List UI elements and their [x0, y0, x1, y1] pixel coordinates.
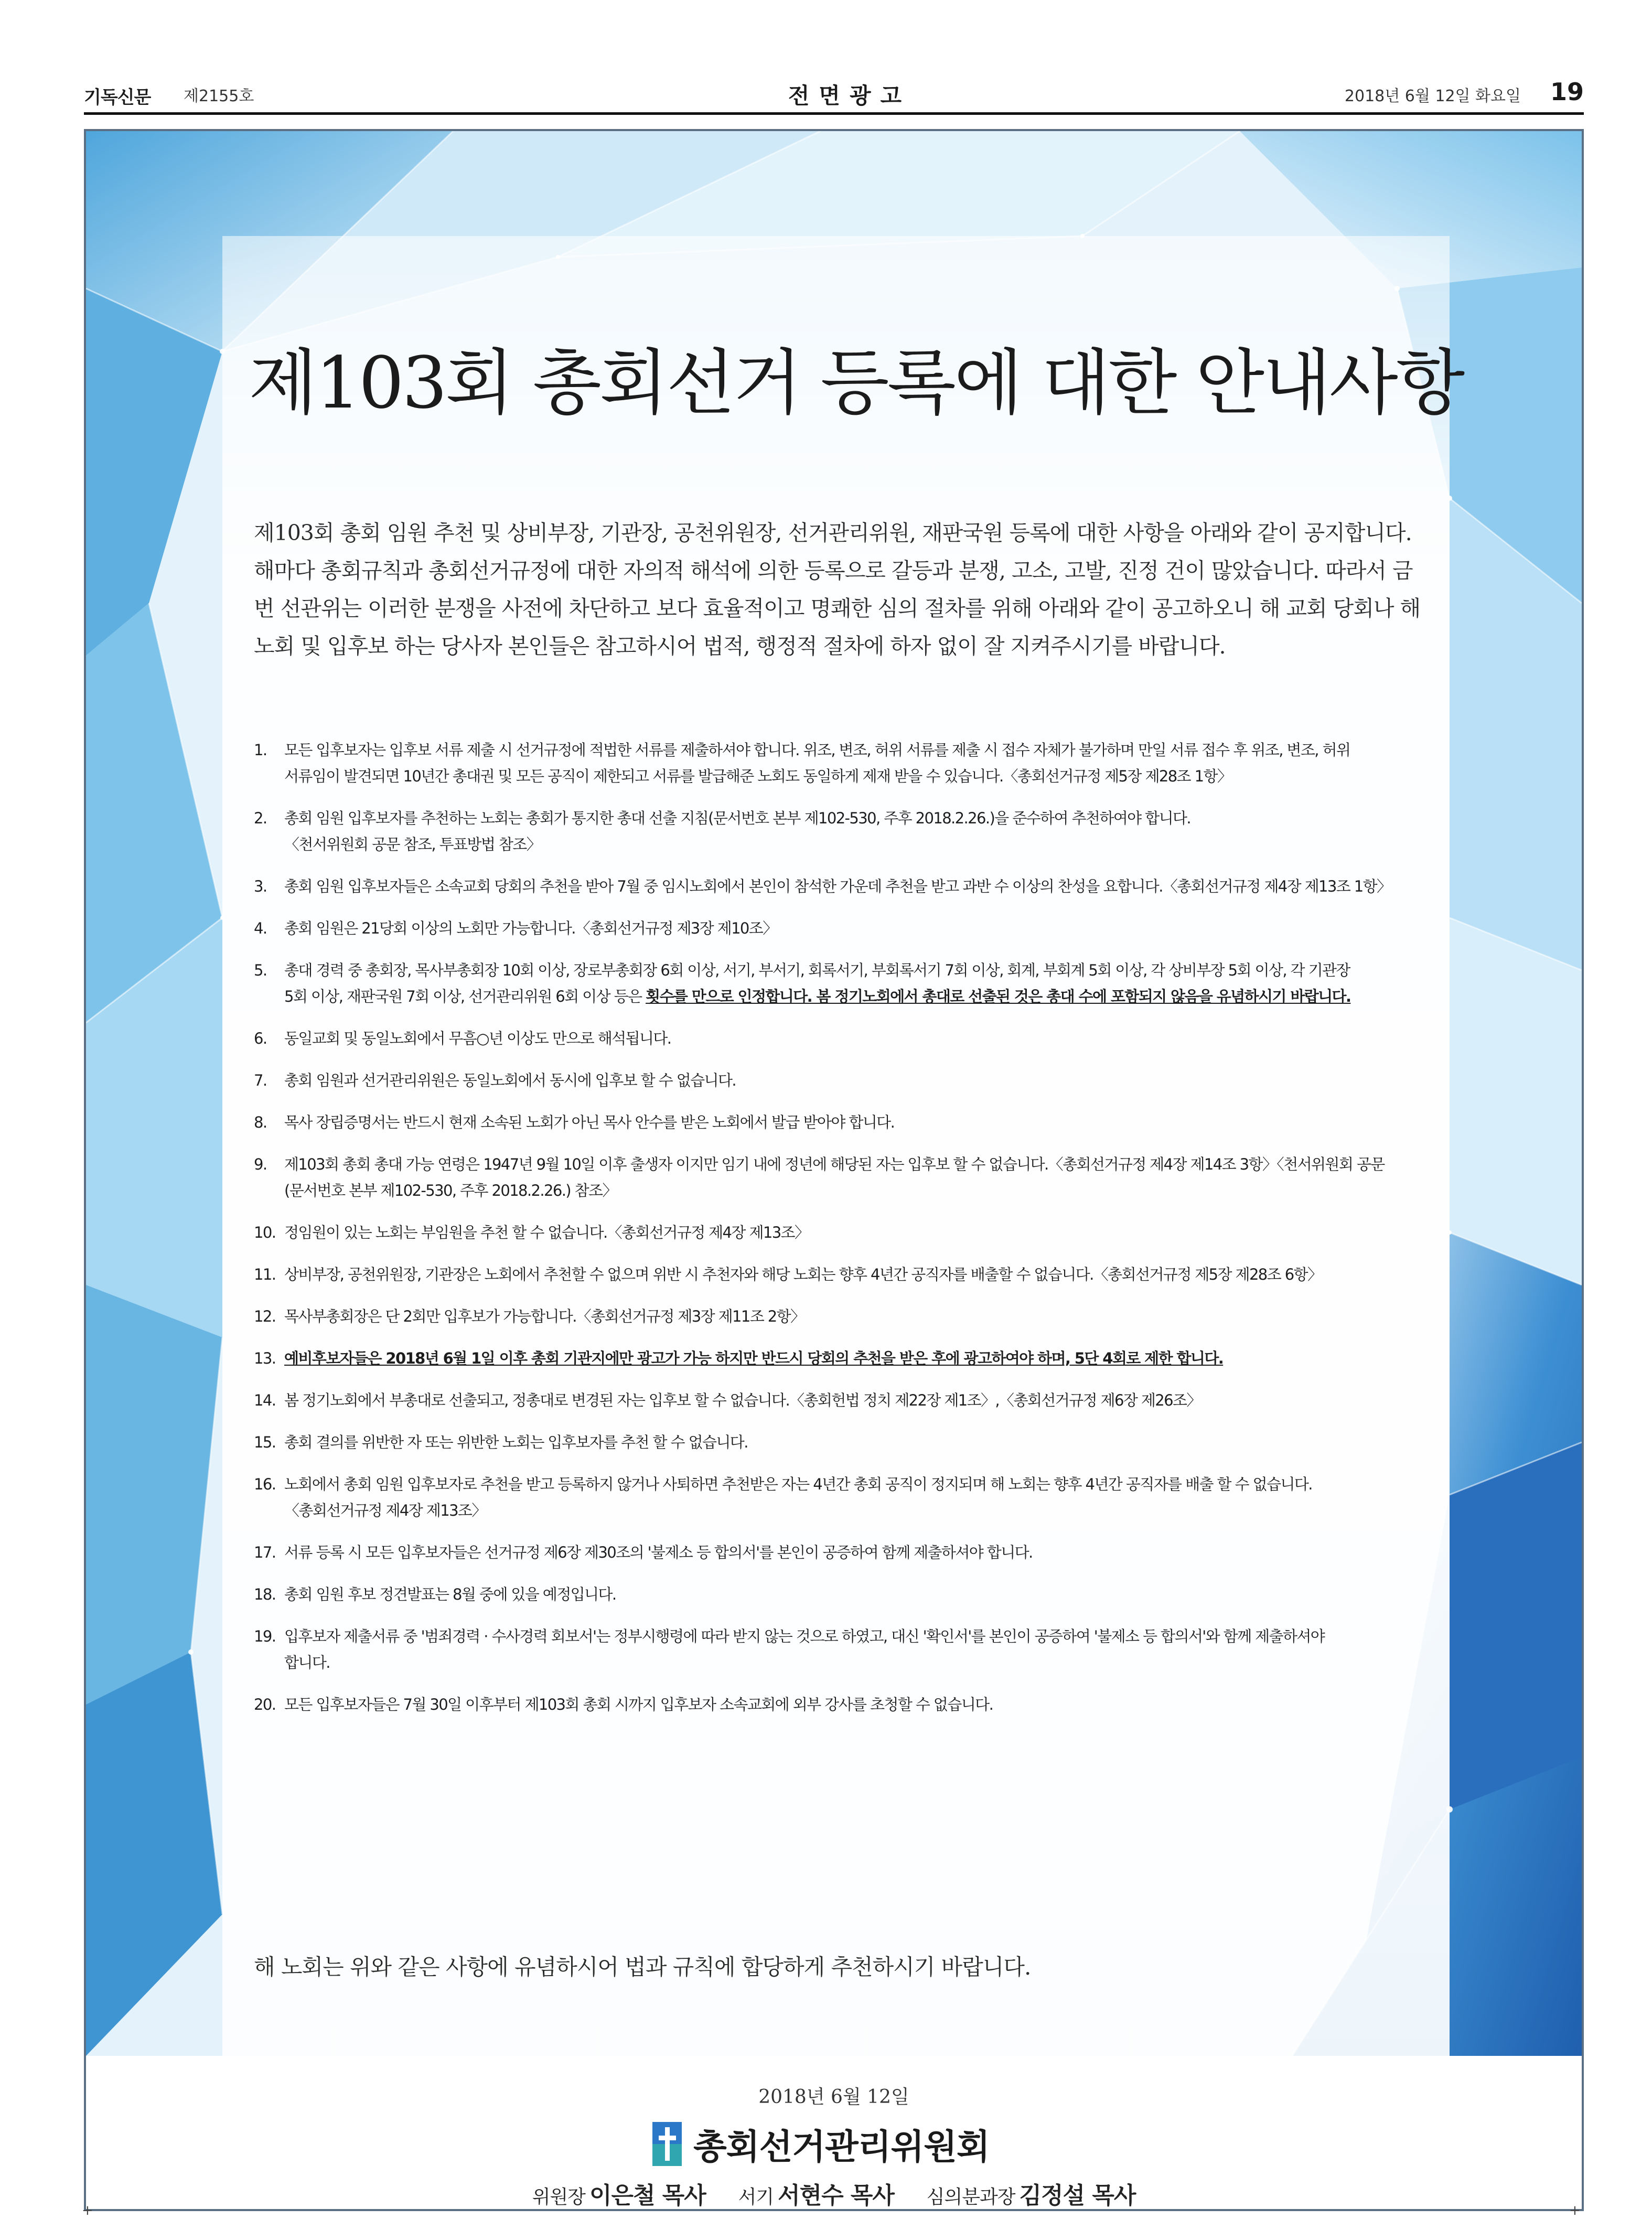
item-text-line: [284, 1429, 1460, 1455]
ad-title: 제103회 총회선거 등록에 대한 안내사항: [249, 342, 1463, 425]
notice-item: [254, 915, 1460, 941]
item-number: 14.: [254, 1391, 276, 1409]
notice-item: [254, 873, 1460, 899]
item-number: 15.: [254, 1433, 276, 1451]
item-text: 〈천서위원회 공문 참조, 투표방법 참조〉: [284, 835, 541, 853]
section-label: 전면광고: [788, 83, 911, 109]
item-number: 10.: [254, 1224, 276, 1241]
item-text-line: [284, 1303, 1460, 1330]
item-number: 6.: [254, 1030, 267, 1047]
item-number: 1.: [254, 741, 267, 759]
notice-item: [254, 737, 1460, 789]
item-text-line: [284, 1539, 1460, 1566]
notice-item: [254, 1219, 1460, 1246]
item-text: 목사부총회장은 단 2회만 입후보가 가능합니다.〈총회선거규정 제3장 제11조 2항〉: [284, 1307, 805, 1325]
notice-item: [254, 1539, 1460, 1566]
item-text-line: [284, 737, 1460, 763]
officer-role: 위원장: [532, 2186, 585, 2208]
item-number: 16.: [254, 1475, 276, 1493]
item-text: 총회 결의를 위반한 자 또는 위반한 노회는 입후보자를 추천 할 수 없습니다.: [284, 1433, 748, 1451]
item-number: 4.: [254, 919, 267, 937]
item-text-line: [284, 1261, 1460, 1288]
item-text: (문서번호 본부 제102-530, 주후 2018.2.26.) 참조〉: [284, 1182, 617, 1199]
notice-item: [254, 1303, 1460, 1330]
item-number: 7.: [254, 1071, 267, 1089]
item-text: 모든 입후보자는 입후보 서류 제출 시 선거규정에 적법한 서류를 제출하셔야 합니다. 위조, 변조, 허위 서류를 제출 시 접수 자체가 불가하며 만일 서류 접수 후 위조, 변조, 허위: [284, 741, 1350, 759]
item-number: 17.: [254, 1543, 276, 1561]
officer-name: 서현수 목사: [778, 2182, 894, 2209]
paper-name: 기독신문: [84, 87, 151, 108]
item-text: 목사 장립증명서는 반드시 현재 소속된 노회가 아닌 목사 안수를 받은 노회에서 발급 받아야 합니다.: [284, 1113, 895, 1131]
newspaper-header: [84, 78, 1584, 115]
officer-name: 김정설 목사: [1019, 2182, 1136, 2209]
officer-name: 이은철 목사: [589, 2182, 706, 2209]
registration-mark: +: [1569, 2203, 1581, 2218]
item-text-line: [284, 1109, 1460, 1135]
item-text-line: [284, 1471, 1460, 1497]
item-text: 봄 정기노회에서 부총대로 선출되고, 정총대로 변경된 자는 입후보 할 수 없습니다.〈총회헌법 정치 제22장 제1조〉,〈총회선거규정 제6장 제26조〉: [284, 1391, 1201, 1409]
item-text-line: [284, 1649, 1460, 1676]
item-text-line: [284, 1387, 1460, 1413]
item-text-line: [284, 1067, 1460, 1093]
item-text: 서류 등록 시 모든 입후보자들은 선거규정 제6장 제30조의 '불제소 등 합의서'를 본인이 공증하여 함께 제출하셔야 합니다.: [284, 1543, 1033, 1561]
item-text-line: [284, 805, 1460, 831]
item-text-line: [284, 915, 1460, 941]
item-number: 18.: [254, 1585, 276, 1603]
closing-statement: 해 노회는 위와 같은 사항에 유념하시어 법과 규칙에 합당하게 추천하시기 바랍니다.: [254, 1954, 1031, 1980]
intro-line: 제103회 총회 임원 추천 및 상비부장, 기관장, 공천위원장, 선거관리위원, 재판국원 등록에 대한 사항을 아래와 같이 공지합니다.: [254, 520, 1412, 545]
item-text: 총대 경력 중 총회장, 목사부총회장 10회 이상, 장로부총회장 6회 이상, 서기, 부서기, 회록서기, 부회록서기 7회 이상, 회계, 부회계 5회 이상, 각 상비부장 5회 이상, 각 기관장: [284, 961, 1350, 979]
organization-name: 총회선거관리위원회: [693, 2127, 990, 2167]
item-text-line: [284, 831, 1460, 857]
notice-item: [254, 1067, 1460, 1093]
page-number: 19: [1550, 78, 1584, 106]
item-number: 2.: [254, 809, 267, 827]
item-text: 총회 임원은 21당회 이상의 노회만 가능합니다.〈총회선거규정 제3장 제10조〉: [284, 919, 777, 937]
notice-item: [254, 1025, 1460, 1052]
notice-item: [254, 1387, 1460, 1413]
item-text: 서류임이 발견되면 10년간 총대권 및 모든 공직이 제한되고 서류를 발급해준 노회도 동일하게 제재 받을 수 있습니다.〈총회선거규정 제5장 제28조 1항〉: [284, 767, 1232, 785]
item-number: 5.: [254, 961, 267, 979]
intro-line: 노회 및 입후보 하는 당사자 본인들은 참고하시어 법적, 행정적 절차에 하자 없이 잘 지켜주시기를 바랍니다.: [254, 634, 1226, 659]
item-text-line: [284, 957, 1460, 983]
organization-block: [652, 2119, 990, 2166]
item-number: 20.: [254, 1696, 276, 1713]
item-text: 총회 임원 입후보자를 추천하는 노회는 총회가 통지한 총대 선출 지침(문서번호 본부 제102-530, 주후 2018.2.26.)을 준수하여 추천하여야 합니다.: [284, 809, 1191, 827]
issue-date: 2018년 6월 12일 화요일: [1344, 87, 1521, 105]
item-text: 〈총회선거규정 제4장 제13조〉: [284, 1502, 486, 1519]
officers-line: [86, 2177, 1582, 2210]
item-text: 5회 이상, 재판국원 7회 이상, 선거관리위원 6회 이상 등은: [284, 988, 646, 1005]
notice-item: [254, 1109, 1460, 1135]
item-text: 정임원이 있는 노회는 부임원을 추천 할 수 없습니다.〈총회선거규정 제4장 제13조〉: [284, 1224, 809, 1241]
officer-role: 심의분과장: [926, 2186, 1015, 2208]
item-text: 총회 임원 후보 정견발표는 8월 중에 있을 예정입니다.: [284, 1585, 616, 1603]
item-text: 노회에서 총회 임원 입후보자로 추천을 받고 등록하지 않거나 사퇴하면 추천받은 자는 4년간 총회 공직이 정지되며 해 노회는 향후 4년간 공직자를 배출 할 수 없습니다.: [284, 1475, 1312, 1493]
item-number: 3.: [254, 877, 267, 895]
item-text-line: [284, 1025, 1460, 1052]
item-text: 제103회 총회 총대 가능 연령은 1947년 9월 10일 이후 출생자 이지만 임기 내에 정년에 해당된 자는 입후보 할 수 없습니다.〈총회선거규정 제4장 제14조 3항〉〈천서위원회 공문: [284, 1155, 1385, 1173]
notice-item: [254, 1345, 1460, 1371]
emphasized-text: 횟수를 만으로 인정합니다. 봄 정기노회에서 총대로 선출된 것은 총대 수에 포함되지 않음을 유념하시기 바랍니다.: [646, 988, 1351, 1005]
item-number: 11.: [254, 1266, 276, 1283]
signature-date: 2018년 6월 12일: [758, 2086, 909, 2108]
notice-item: [254, 957, 1460, 1010]
item-text-line: [284, 1219, 1460, 1246]
item-text-line: [284, 1151, 1460, 1177]
item-number: 9.: [254, 1155, 267, 1173]
notice-item: [254, 1471, 1460, 1524]
item-text: 상비부장, 공천위원장, 기관장은 노회에서 추천할 수 없으며 위반 시 추천자와 해당 노회는 향후 4년간 공직자를 배출할 수 없습니다.〈총회선거규정 제5장 제28조 6항〉: [284, 1266, 1322, 1283]
item-text: 동일교회 및 동일노회에서 무흠○년 이상도 만으로 해석됩니다.: [284, 1030, 671, 1047]
officer-role: 서기: [738, 2186, 774, 2208]
cross-logo-icon: [652, 2122, 682, 2166]
item-number: 8.: [254, 1113, 267, 1131]
notice-item: [254, 1581, 1460, 1607]
item-text: 모든 입후보자들은 7월 30일 이후부터 제103회 총회 시까지 입후보자 소속교회에 외부 강사를 초청할 수 없습니다.: [284, 1696, 993, 1713]
notice-item: [254, 1261, 1460, 1288]
item-text: 총회 임원과 선거관리위원은 동일노회에서 동시에 입후보 할 수 없습니다.: [284, 1071, 736, 1089]
item-number: 19.: [254, 1627, 276, 1645]
notice-item: [254, 1429, 1460, 1455]
item-text-line: [284, 1177, 1460, 1204]
item-text: 총회 임원 입후보자들은 소속교회 당회의 추천을 받아 7월 중 임시노회에서 본인이 참석한 가운데 추천을 받고 과반 수 이상의 찬성을 요합니다.〈총회선거규정 제4장 제13조 1항〉: [284, 877, 1391, 895]
item-text: 합니다.: [284, 1654, 330, 1671]
issue-number: 제2155호: [184, 87, 254, 105]
notice-item: [254, 1623, 1460, 1676]
emphasized-text: 예비후보자들은 2018년 6월 1일 이후 총회 기관지에만 광고가 가능 하지만 반드시 당회의 추천을 받은 후에 광고하여야 하며, 5단 4회로 제한 합니다.: [284, 1349, 1224, 1367]
item-text-line: [284, 1691, 1460, 1718]
full-page-advertisement: [84, 129, 1584, 2211]
intro-line: 번 선관위는 이러한 분쟁을 사전에 차단하고 보다 효율적이고 명쾌한 심의 절차를 위해 아래와 같이 공고하오니 해 교회 당회나 해: [254, 596, 1421, 621]
notice-item: [254, 1151, 1460, 1204]
registration-mark: +: [82, 2203, 93, 2218]
item-text-line: [284, 1581, 1460, 1607]
item-text-line: [284, 983, 1460, 1010]
notice-item: [254, 805, 1460, 857]
notice-item: [254, 1691, 1460, 1718]
notice-list: [254, 737, 1460, 1718]
intro-paragraph: [254, 514, 1460, 665]
item-number: 12.: [254, 1307, 276, 1325]
item-text-line: [284, 763, 1460, 789]
item-text-line: [284, 1623, 1460, 1649]
intro-line: 해마다 총회규칙과 총회선거규정에 대한 자의적 해석에 의한 등록으로 갈등과 분쟁, 고소, 고발, 진정 건이 많았습니다. 따라서 금: [254, 558, 1413, 583]
item-text-line: [284, 873, 1460, 899]
item-text: 입후보자 제출서류 중 '범죄경력 · 수사경력 회보서'는 정부시행령에 따라 받지 않는 것으로 하였고, 대신 '확인서'를 본인이 공증하여 '불제소 등 합의서'와 함께 제출하셔야: [284, 1627, 1325, 1645]
item-number: 13.: [254, 1349, 276, 1367]
item-text-line: [284, 1497, 1460, 1524]
